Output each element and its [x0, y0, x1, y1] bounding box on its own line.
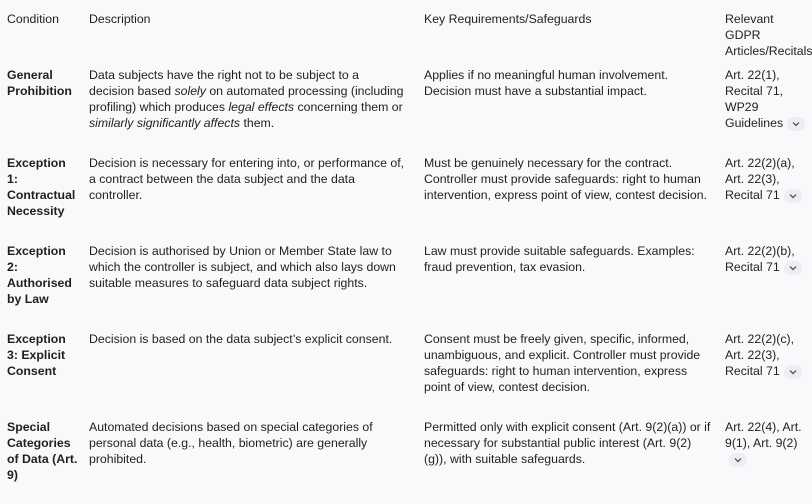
articles-text: Art. 22(2)(b), Recital 71 — [725, 244, 795, 274]
chevron-down-icon[interactable] — [787, 117, 805, 131]
requirements-cell: Applies if no meaningful human involvement. Decision must have a substantial impact. — [424, 68, 669, 98]
header-description: Description — [89, 12, 151, 26]
emphasis-text: solely — [174, 84, 206, 98]
emphasis-text: legal effects — [228, 100, 295, 114]
articles-text: Art. 22(2)(a), Art. 22(3), Recital 71 — [725, 156, 795, 202]
articles-cell — [725, 331, 811, 379]
articles-cell — [725, 243, 811, 275]
requirements-cell: Law must provide suitable safeguards. Examples: fraud prevention, tax evasion. — [424, 244, 695, 274]
header-articles: Relevant GDPR Articles/Recitals — [725, 12, 812, 58]
requirements-cell: Permitted only with explicit consent (Art. 9(2)(a)) or if necessary for substantial public interest (Art. 9(2)(g)), with suitable safeguards. — [424, 420, 711, 466]
header-requirements: Key Requirements/Safeguards — [424, 12, 592, 26]
condition-cell: General Prohibition — [7, 68, 72, 98]
description-cell: Decision is authorised by Union or Member State law to which the controller is subject, and which also lays down suitable measures to safeguard data subject rights. — [89, 244, 396, 290]
description-cell — [89, 67, 407, 131]
articles-cell — [725, 155, 811, 203]
chevron-down-icon[interactable] — [784, 365, 802, 379]
articles-text: Art. 22(2)(c), Art. 22(3), Recital 71 — [725, 332, 795, 378]
requirements-cell: Must be genuinely necessary for the contract. Controller must provide safeguards: right to human intervention, express point of view, contest decision. — [424, 156, 707, 202]
articles-text: Art. 22(4), Art. 9(1), Art. 9(2) — [725, 420, 802, 450]
emphasis-text: similarly significantly affects — [89, 116, 241, 130]
articles-cell — [725, 67, 811, 131]
chevron-down-icon[interactable] — [784, 189, 802, 203]
articles-cell — [725, 419, 811, 467]
requirements-cell: Consent must be freely given, specific, informed, unambiguous, and explicit. Controller must provide safeguards: right to human intervention, express point of view, contest decision. — [424, 332, 701, 394]
condition-cell: Exception 1: Contractual Necessity — [7, 156, 76, 218]
condition-cell: Exception 3: Explicit Consent — [7, 332, 66, 378]
chevron-down-icon[interactable] — [729, 453, 747, 467]
description-cell: Decision is necessary for entering into, or performance of, a contract between the data subject and the data controller. — [89, 156, 405, 202]
description-text: Data subjects have the right not to be subject to a decision based — [89, 68, 360, 98]
articles-text: Art. 22(1), Recital 71, WP29 Guidelines — [725, 68, 784, 130]
header-condition: Condition — [7, 12, 59, 26]
chevron-down-icon[interactable] — [784, 261, 802, 275]
description-text: concerning them or — [294, 100, 403, 114]
description-text: on automated processing (including profiling) which produces — [89, 84, 404, 114]
condition-cell: Special Categories of Data (Art. 9) — [7, 420, 78, 482]
description-cell: Automated decisions based on special categories of personal data (e.g., health, biometric) are generally prohibited. — [89, 420, 373, 466]
description-text: them. — [240, 116, 275, 130]
condition-cell: Exception 2: Authorised by Law — [7, 244, 72, 306]
description-cell: Decision is based on the data subject’s explicit consent. — [89, 332, 393, 346]
